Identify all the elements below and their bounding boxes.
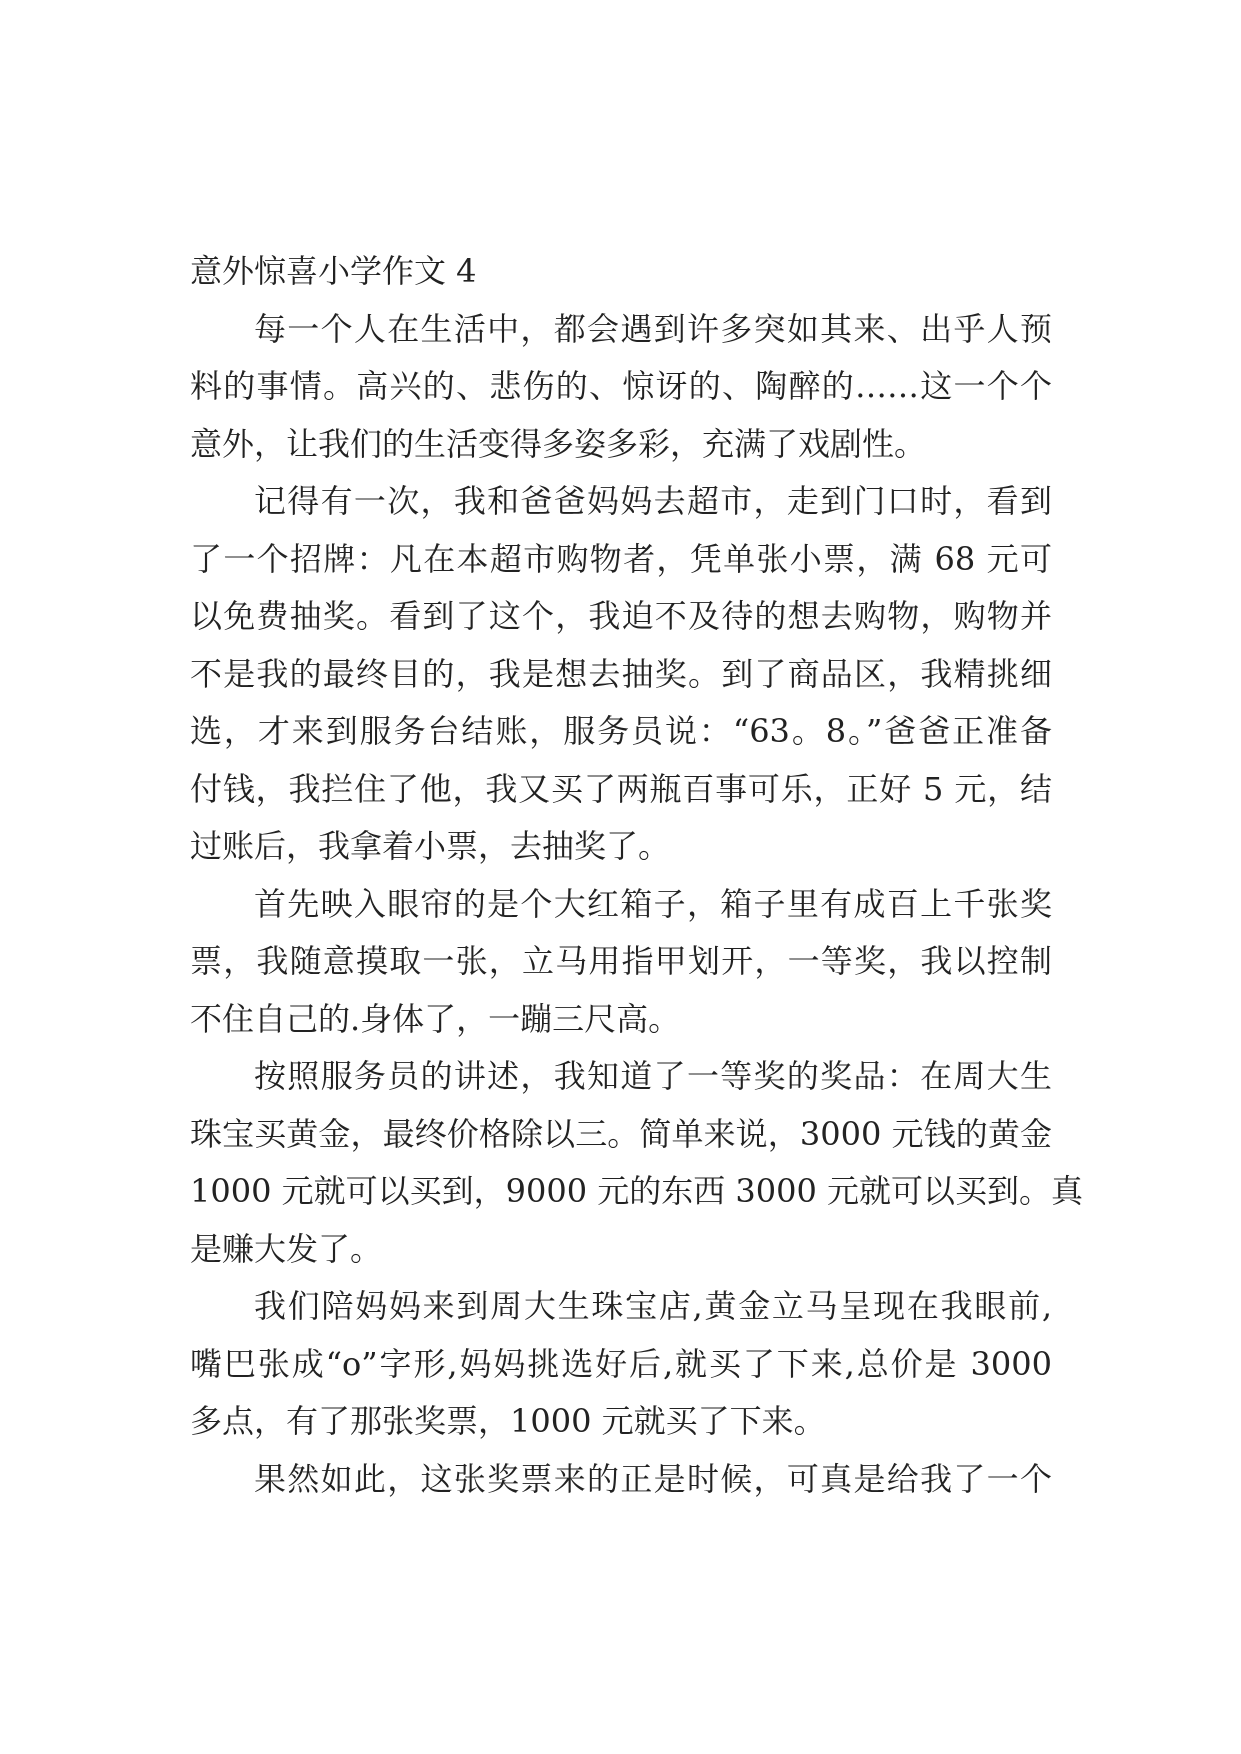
paragraph-line: 选，才来到服务台结账，服务员说：“63。8。”爸爸正准备: [190, 712, 1052, 750]
paragraph-line: 不是我的最终目的，我是想去抽奖。到了商品区，我精挑细: [190, 654, 1052, 693]
paragraph-line: 是赚大发了。: [190, 1229, 383, 1268]
paragraph-line: 珠宝买黄金，最终价格除以三。简单来说，3000 元钱的黄金: [190, 1114, 1052, 1153]
paragraph-line: 果然如此，这张奖票来的正是时候，可真是给我了一个: [254, 1459, 1052, 1498]
document-body: [190, 243, 1084, 1508]
paragraph: [190, 1048, 1084, 1278]
paragraph-line: 每一个人在生活中，都会遇到许多突如其来、出乎人预: [254, 309, 1052, 348]
paragraph-line: 以免费抽奖。看到了这个，我迫不及待的想去购物，购物并: [190, 597, 1052, 635]
paragraph-line: 首先映入眼帘的是个大红箱子，箱子里有成百上千张奖: [254, 884, 1052, 923]
paragraph-line: 料的事情。高兴的、悲伤的、惊讶的、陶醉的……这一个个: [190, 367, 1052, 405]
paragraph-line: 我们陪妈妈来到周大生珠宝店,黄金立马呈现在我眼前,: [254, 1287, 1052, 1325]
paragraph: [190, 301, 1052, 474]
paragraph: [190, 1451, 1052, 1509]
paragraph-line: 了一个招牌：凡在本超市购物者，凭单张小票，满 68 元可: [190, 539, 1052, 578]
paragraph-line: 嘴巴张成“o”字形,妈妈挑选好后,就买了下来,总价是 3000: [190, 1344, 1052, 1383]
paragraph: [190, 876, 1052, 1049]
paragraph-line: 1000 元就可以买到，9000 元的东西 3000 元就可以买到。真: [190, 1172, 1084, 1210]
paragraph-line: 付钱，我拦住了他，我又买了两瓶百事可乐，正好 5 元，结: [190, 769, 1052, 808]
paragraph-line: 不住自己的.身体了，一蹦三尺高。: [190, 999, 681, 1038]
paragraph-line: 记得有一次，我和爸爸妈妈去超市，走到门口时，看到: [254, 482, 1052, 520]
paragraph-line: 过账后，我拿着小票，去抽奖了。: [190, 827, 671, 865]
paragraph: [190, 473, 1052, 876]
document-title: 意外惊喜小学作文 4: [190, 252, 477, 290]
paragraph-line: 多点，有了那张奖票，1000 元就买了下来。: [190, 1402, 826, 1440]
paragraph-line: 意外，让我们的生活变得多姿多彩，充满了戏剧性。: [190, 424, 927, 463]
paragraph-line: 按照服务员的讲述，我知道了一等奖的奖品：在周大生: [254, 1057, 1052, 1095]
paragraph-line: 票，我随意摸取一张，立马用指甲划开，一等奖，我以控制: [190, 942, 1052, 980]
paragraph: [190, 1278, 1052, 1451]
